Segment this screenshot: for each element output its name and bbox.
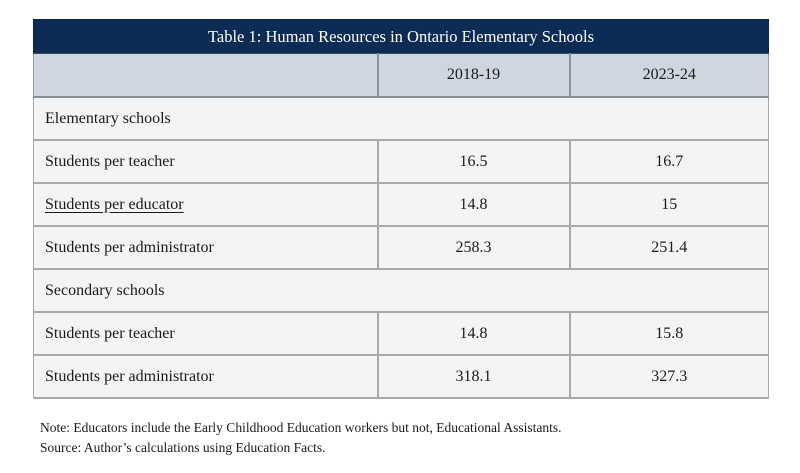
section-row-elementary bbox=[34, 97, 769, 140]
cell-2018-19: 318.1 bbox=[378, 355, 570, 398]
table-row bbox=[34, 226, 769, 269]
row-label: Students per administrator bbox=[34, 226, 378, 269]
cell-2023-24: 15 bbox=[570, 183, 769, 226]
column-header-label bbox=[34, 54, 378, 98]
column-header-2023-24: 2023-24 bbox=[570, 54, 769, 98]
cell-2023-24: 16.7 bbox=[570, 140, 769, 183]
column-header-row bbox=[34, 54, 769, 98]
section-label: Secondary schools bbox=[34, 269, 769, 312]
table-row bbox=[34, 183, 769, 226]
table-row bbox=[34, 140, 769, 183]
cell-2018-19: 14.8 bbox=[378, 312, 570, 355]
row-label-cell bbox=[34, 183, 378, 226]
cell-2023-24: 251.4 bbox=[570, 226, 769, 269]
note-text: Note: Educators include the Early Childhood Education workers but not, Educational Assistants. bbox=[40, 420, 562, 435]
section-row-secondary bbox=[34, 269, 769, 312]
column-header-2018-19: 2018-19 bbox=[378, 54, 570, 98]
table-row bbox=[34, 312, 769, 355]
row-label: Students per administrator bbox=[34, 355, 378, 398]
table-notes bbox=[40, 418, 562, 458]
cell-2018-19: 16.5 bbox=[378, 140, 570, 183]
cell-2023-24: 15.8 bbox=[570, 312, 769, 355]
table-title: Table 1: Human Resources in Ontario Elementary Schools bbox=[34, 20, 769, 54]
source-text: Source: Author’s calculations using Education Facts. bbox=[40, 440, 326, 455]
row-label-link[interactable]: Students per educator bbox=[45, 195, 184, 213]
row-label: Students per teacher bbox=[34, 140, 378, 183]
section-label: Elementary schools bbox=[34, 97, 769, 140]
table-row bbox=[34, 355, 769, 398]
cell-2023-24: 327.3 bbox=[570, 355, 769, 398]
cell-2018-19: 258.3 bbox=[378, 226, 570, 269]
row-label: Students per teacher bbox=[34, 312, 378, 355]
hr-table-container bbox=[33, 19, 768, 399]
hr-table bbox=[33, 19, 769, 399]
cell-2018-19: 14.8 bbox=[378, 183, 570, 226]
table-title-row bbox=[34, 20, 769, 54]
